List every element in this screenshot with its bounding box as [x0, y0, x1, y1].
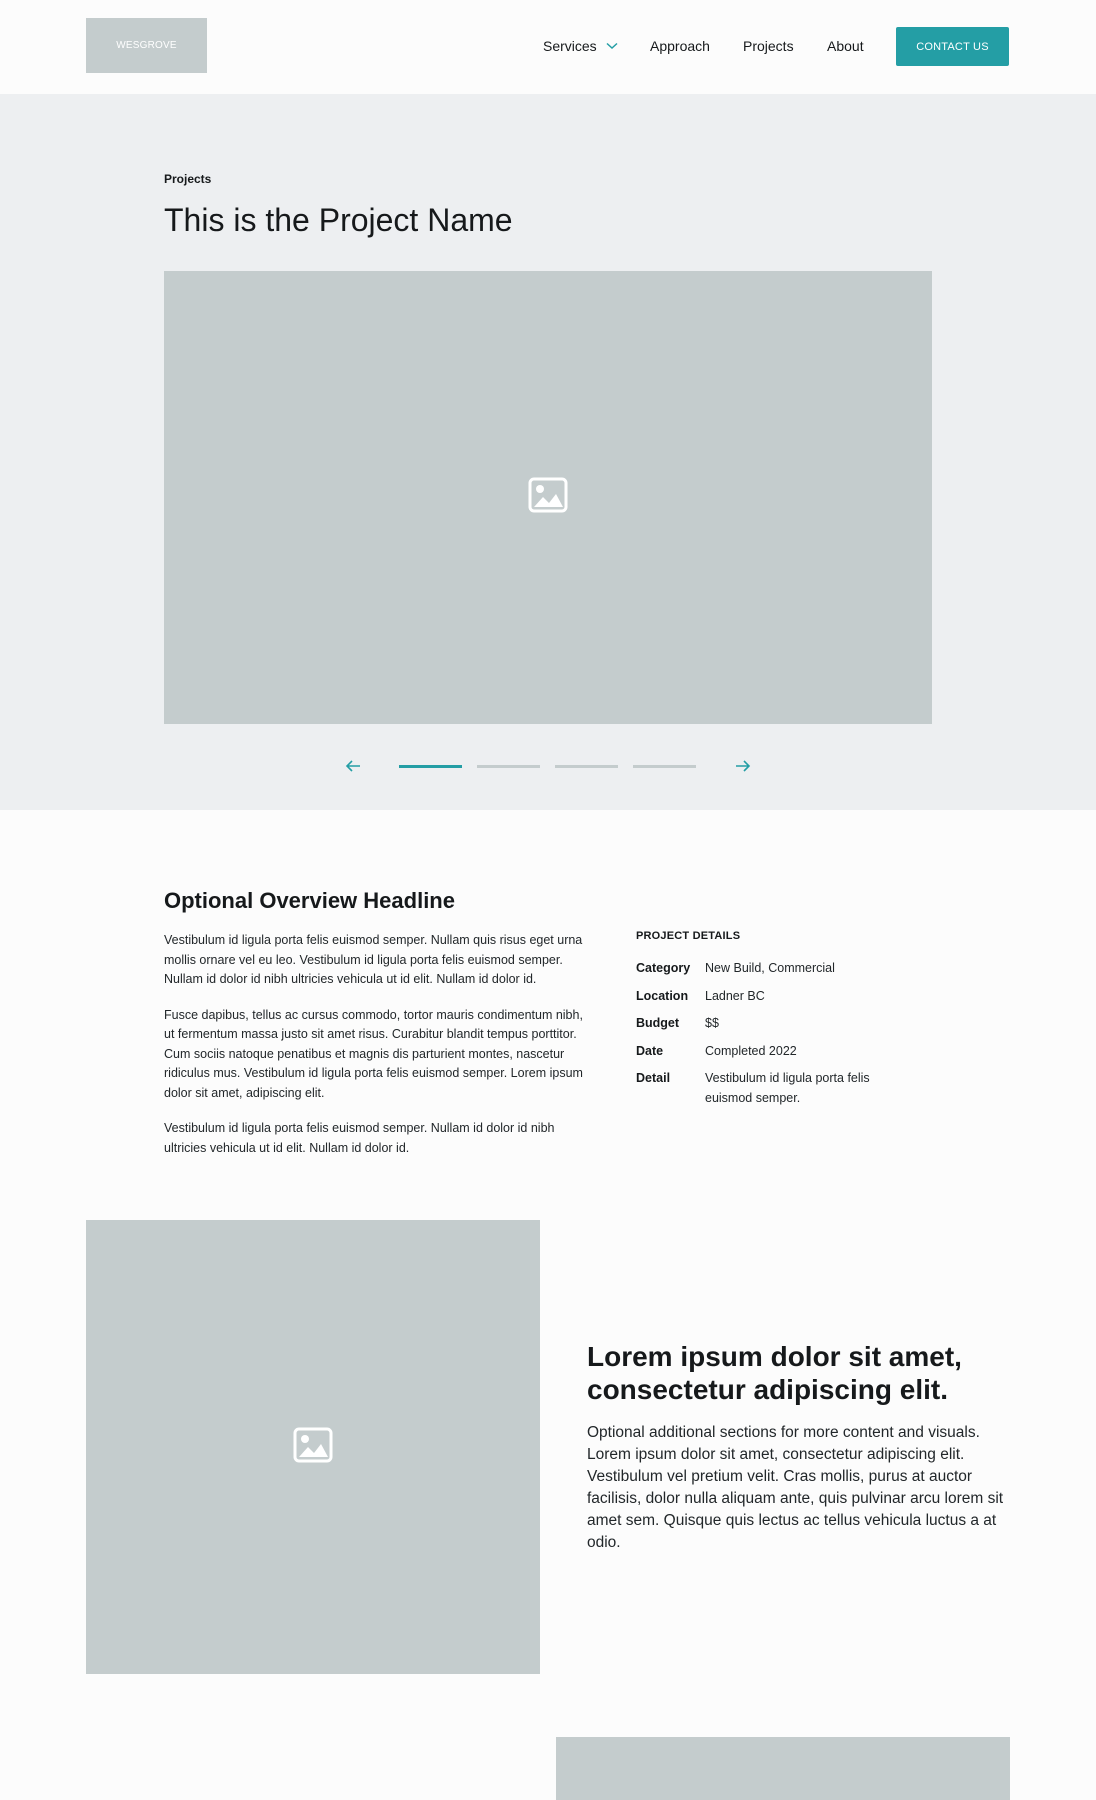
detail-row-detail — [636, 1069, 906, 1108]
detail-row-date — [636, 1042, 906, 1062]
detail-value: Ladner BC — [705, 988, 765, 1003]
detail-row-category — [636, 959, 906, 979]
overview-text — [164, 931, 594, 1174]
image-placeholder-icon — [293, 1427, 333, 1468]
nav-item-label: Projects — [743, 38, 794, 54]
image-placeholder-icon — [528, 477, 568, 518]
nav-item-label: Approach — [650, 38, 710, 54]
site-header — [0, 0, 1096, 94]
carousel-indicator[interactable] — [399, 765, 462, 768]
nav-item-services[interactable] — [543, 38, 618, 54]
nav-item-approach[interactable] — [650, 38, 710, 54]
detail-value: $$ — [705, 1016, 719, 1030]
hero-image — [164, 271, 932, 724]
overview-paragraph: Fusce dapibus, tellus ac cursus commodo, tortor mauris condimentum nibh, ut fermentum massa justo sit amet risus. Curabitur blandit tempus porttitor. Cum sociis natoque penatibus et magnis dis parturient montes, nascetur ridiculus mus. Vestibulum id ligula porta felis euismod semper. Lorem ipsum dolor sit amet, adipiscing elit. — [164, 1007, 583, 1100]
overview-paragraph: Vestibulum id ligula porta felis euismod semper. Nullam quis risus eget urna mollis ornare vel eu leo. Vestibulum id ligula porta felis euismod semper. Nullam id dolor id nibh ultricies vehicula ut id elit. Nullam id dolor id. — [164, 933, 583, 986]
nav-item-projects[interactable] — [743, 38, 794, 54]
chevron-down-icon — [606, 42, 618, 50]
detail-key: Budget — [636, 1016, 680, 1030]
nav-item-label: Services — [543, 38, 597, 54]
next-section-image — [556, 1737, 1010, 1800]
arrow-right-icon[interactable] — [733, 757, 753, 775]
nav-item-about[interactable] — [827, 38, 864, 54]
feature-headline: Lorem ipsum dolor sit amet, consectetur adipiscing elit. — [587, 1341, 962, 1405]
detail-value: Vestibulum id ligula porta felis euismod semper. — [705, 1071, 870, 1105]
project-details-title: PROJECT DETAILS — [636, 930, 741, 942]
carousel-controls — [0, 754, 1096, 778]
detail-key: Detail — [636, 1071, 671, 1085]
detail-key: Category — [636, 961, 691, 975]
detail-key: Date — [636, 1043, 664, 1058]
project-details — [636, 930, 906, 1116]
contact-us-button[interactable]: CONTACT US — [896, 27, 1009, 66]
detail-row-location — [636, 987, 906, 1007]
overview-headline: Optional Overview Headline — [164, 888, 455, 913]
detail-key: Location — [636, 988, 689, 1003]
arrow-left-icon[interactable] — [343, 757, 363, 775]
carousel-indicator[interactable] — [633, 765, 696, 768]
carousel-indicator[interactable] — [555, 765, 618, 768]
feature-image — [86, 1220, 540, 1674]
breadcrumb[interactable]: Projects — [164, 172, 212, 186]
hero-section — [0, 94, 1096, 810]
detail-value: New Build, Commercial — [705, 961, 835, 975]
feature-body: Optional additional sections for more content and visuals. Lorem ipsum dolor sit amet, consectetur adipiscing elit. Vestibulum vel pretium velit. Cras mollis, purus at auctor facilisis, dolor nulla aliquam ante, quis pulvinar arcu lorem sit amet sem. Quisque quis lectus ac tellus vehicula luctus a at odio. — [587, 1424, 1004, 1551]
logo-text: WESGROVE — [116, 40, 177, 51]
nav-item-label: About — [827, 38, 864, 54]
carousel-indicator[interactable] — [477, 765, 540, 768]
page-title: This is the Project Name — [164, 202, 513, 238]
overview-paragraph: Vestibulum id ligula porta felis euismod semper. Nullam id dolor id nibh ultricies vehicula ut id elit. Nullam id dolor id. — [164, 1121, 555, 1155]
detail-value: Completed 2022 — [705, 1043, 797, 1058]
detail-row-budget — [636, 1014, 906, 1034]
